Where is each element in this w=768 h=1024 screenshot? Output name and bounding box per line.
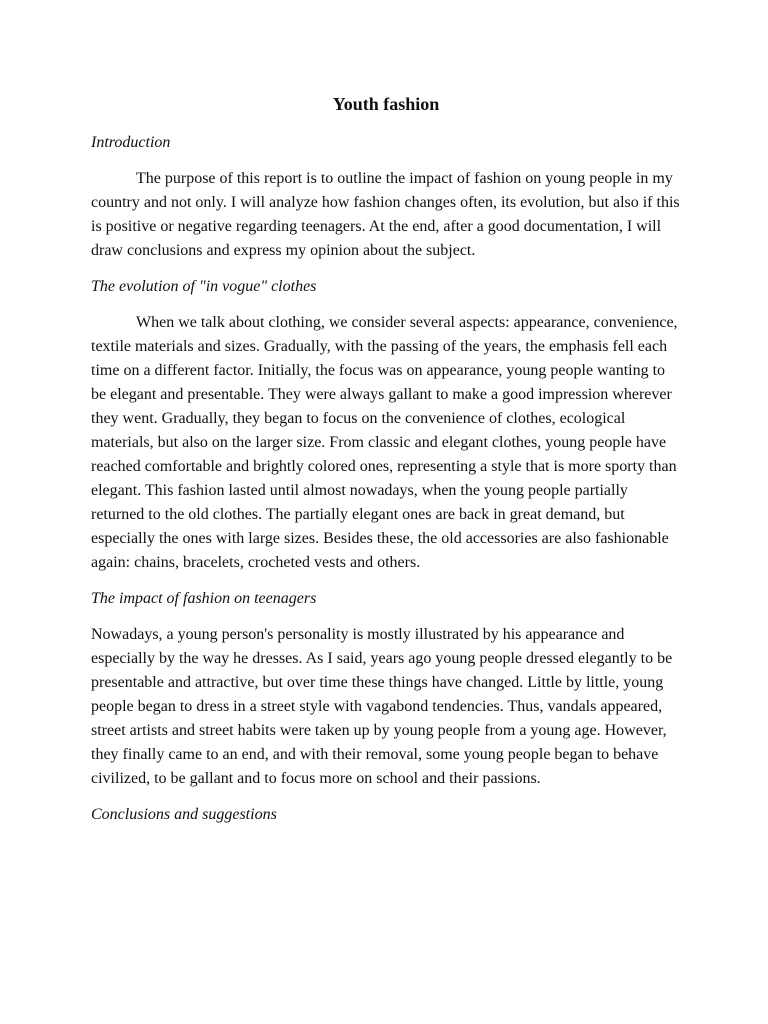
document-page	[91, 92, 681, 839]
section-heading-evolution: The evolution of "in vogue" clothes	[91, 278, 317, 295]
document-title: Youth fashion	[332, 94, 440, 114]
section-heading-conclusions: Conclusions and suggestions	[91, 806, 277, 823]
section-heading-impact: The impact of fashion on teenagers	[91, 590, 317, 607]
paragraph-introduction: The purpose of this report is to outline the impact of fashion on young people in my country and not only. I will analyze how fashion changes often, its evolution, but also if this is positive or negative regarding teenagers. At the end, after a good documentation, I will draw conclusions and express my opinion about the subject.	[91, 170, 680, 259]
paragraph-evolution: When we talk about clothing, we consider several aspects: appearance, convenience, textile materials and sizes. Gradually, with the passing of the years, the emphasis fell each time on a different factor. Initially, the focus was on appearance, young people wanting to be elegant and presentable. They were always gallant to make a good impression wherever they went. Gradually, they began to focus on the convenience of clothes, ecological materials, but also on the larger size. From classic and elegant clothes, young people have reached comfortable and brightly colored ones, representing a style that is more sporty than elegant. This fashion lasted until almost nowadays, when the young people partially returned to the old clothes. The partially elegant ones are back in great demand, but especially the ones with large sizes. Besides these, the old accessories are also fashionable again: chains, bracelets, crocheted vests and others.	[91, 314, 678, 571]
section-heading-introduction: Introduction	[91, 134, 171, 151]
paragraph-impact: Nowadays, a young person's personality is mostly illustrated by his appearance and especially by the way he dresses. As I said, years ago young people dressed elegantly to be presentable and attractive, but over time these things have changed. Little by little, young people began to dress in a street style with vagabond tendencies. Thus, vandals appeared, street artists and street habits were taken up by young people from a young age. However, they finally came to an end, and with their removal, some young people began to behave civilized, to be gallant and to focus more on school and their passions.	[91, 626, 673, 787]
